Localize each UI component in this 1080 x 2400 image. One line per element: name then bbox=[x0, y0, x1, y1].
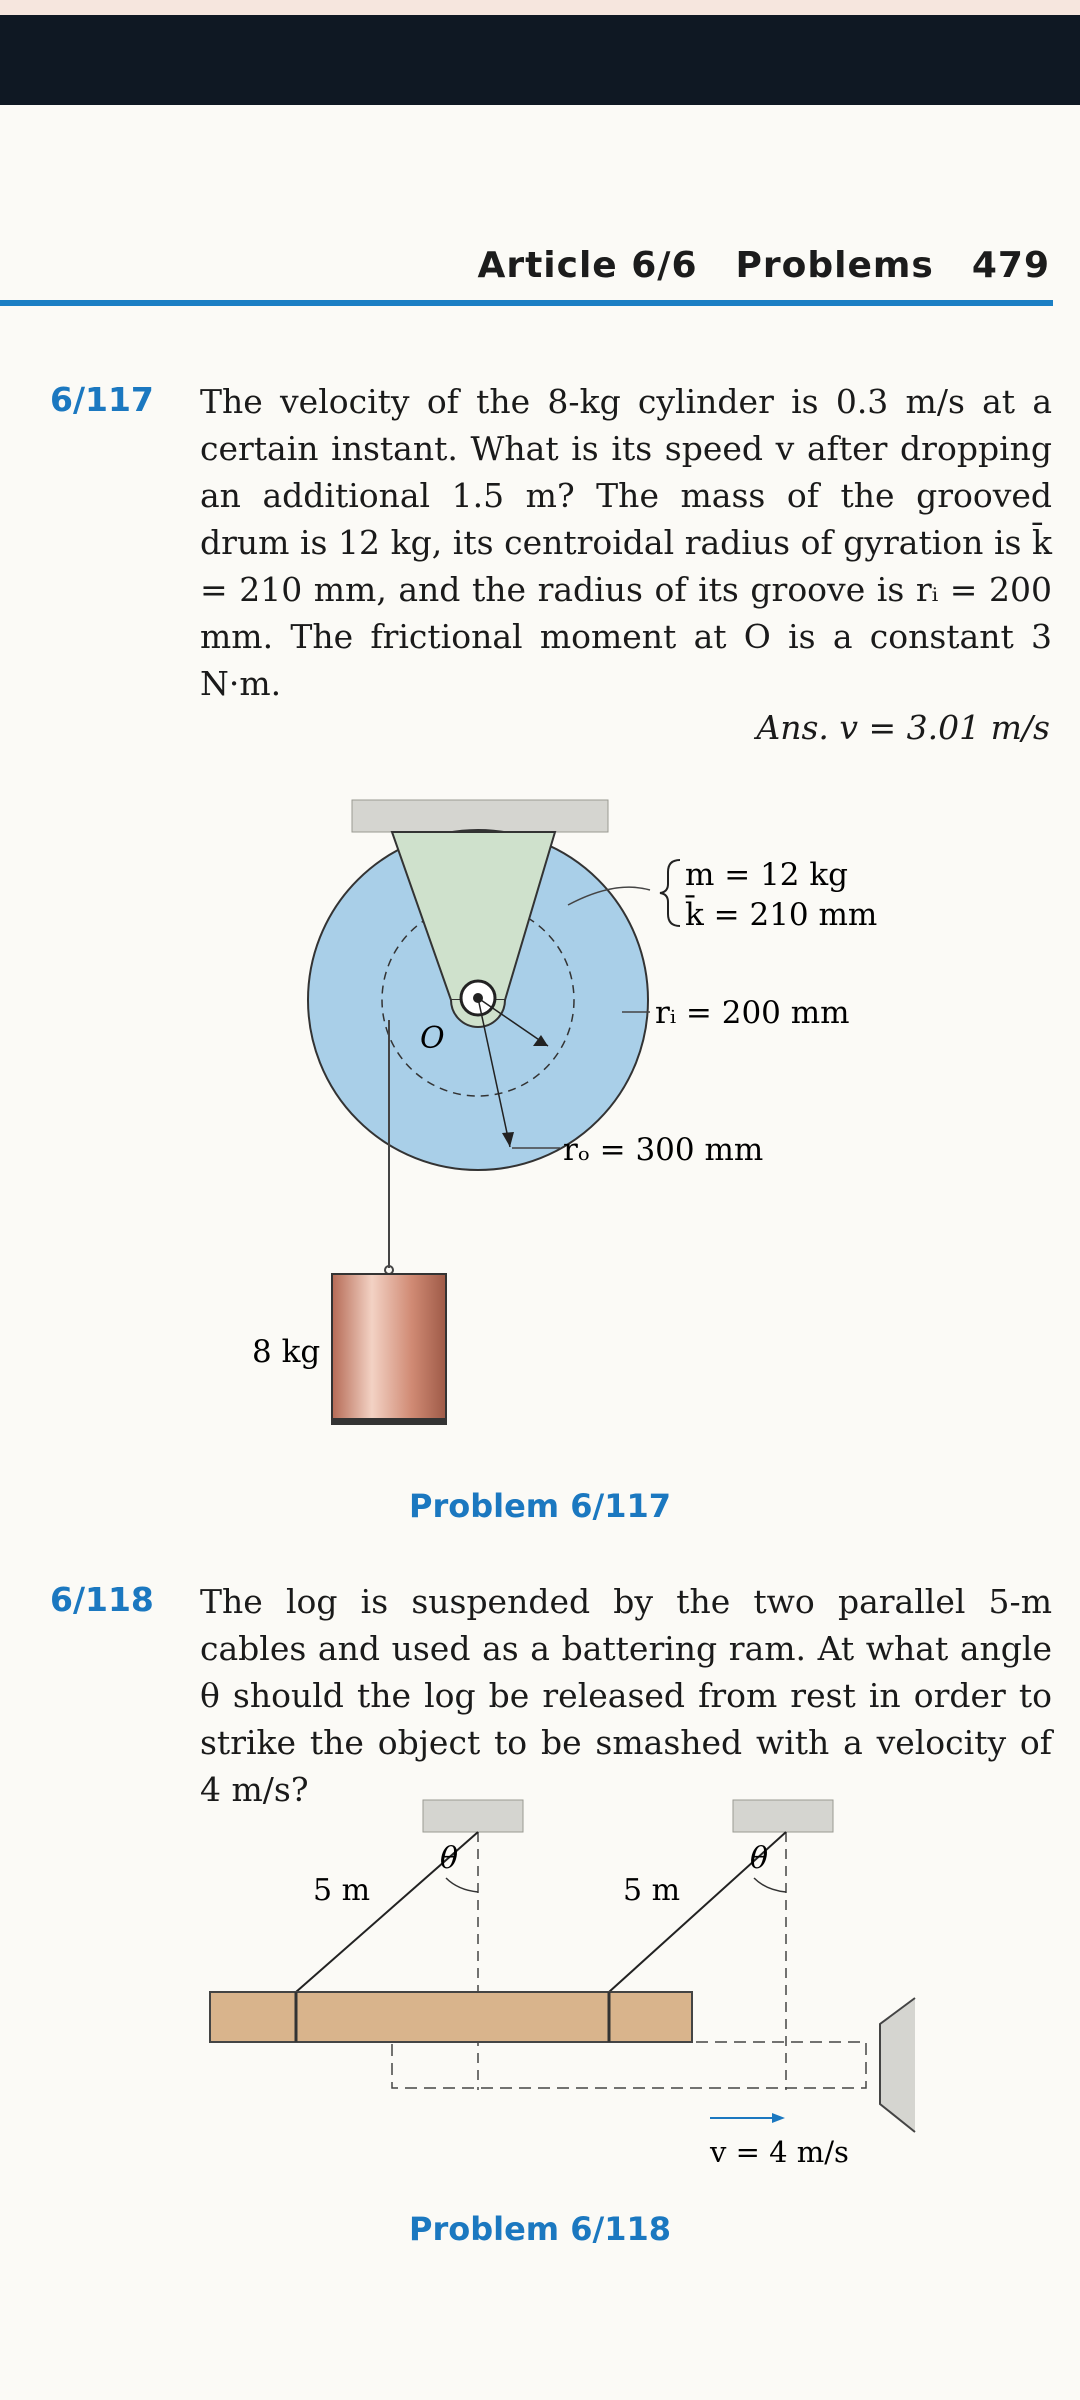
problem-text: The velocity of the 8-kg cylinder is 0.3 m/s at a certain instant. What is its speed v after dropping an additional 1.5 m? The mass of the grooved drum is 12 kg, its centroidal radius of gyration is k̄ = 210 mm, and the radius of its groove is rᵢ = 200 mm. The frictional moment at O is a constant 3 N·m. bbox=[200, 382, 1052, 703]
label-cable-left: 5 m bbox=[313, 1873, 371, 1908]
label-cable-right: 5 m bbox=[623, 1873, 681, 1908]
figure-caption: Problem 6/117 bbox=[408, 1487, 672, 1525]
cylinder-base bbox=[332, 1418, 446, 1424]
header-article: Article 6/6 bbox=[477, 245, 698, 286]
label-theta-right: θ bbox=[750, 1841, 769, 1876]
label-O: O bbox=[420, 1021, 445, 1056]
theta-arc-left bbox=[446, 1878, 478, 1892]
velocity-arrowhead bbox=[772, 2113, 785, 2123]
wall-target bbox=[880, 1998, 915, 2132]
problem-answer: Ans. v = 3.01 m/s bbox=[756, 708, 1050, 747]
label-ro: rₒ = 300 mm bbox=[563, 1132, 764, 1168]
ceiling-support bbox=[352, 800, 608, 832]
theta-arc-right bbox=[754, 1878, 786, 1892]
label-m: m = 12 kg bbox=[685, 857, 849, 893]
label-k: k̄ = 210 mm bbox=[685, 897, 878, 933]
figure-caption: Problem 6/118 bbox=[408, 2210, 672, 2248]
problem-text: The log is suspended by the two parallel 5-m cables and used as a battering ram. At what angle θ should the log be released from rest in order to strike the object to be smashed with a velocity of 4 m/s? bbox=[200, 1582, 1052, 1809]
label-theta-left: θ bbox=[440, 1841, 459, 1876]
figure-6-118 bbox=[0, 1780, 1080, 2240]
support-right bbox=[733, 1800, 833, 1832]
header-section: Problems bbox=[735, 245, 934, 286]
header-page-number: 479 bbox=[971, 245, 1050, 286]
brace bbox=[660, 860, 680, 926]
status-bar bbox=[0, 15, 1080, 105]
log-final-position bbox=[392, 2042, 866, 2088]
header-rule bbox=[0, 300, 1053, 306]
cylinder-mass bbox=[332, 1274, 446, 1424]
status-bar-edge bbox=[0, 0, 1080, 15]
figure-6-117 bbox=[0, 780, 1080, 1440]
problem-number: 6/118 bbox=[50, 1580, 154, 1619]
log bbox=[210, 1992, 692, 2042]
label-ri: rᵢ = 200 mm bbox=[655, 995, 850, 1031]
label-mass: 8 kg bbox=[252, 1334, 321, 1370]
page-header bbox=[477, 245, 1050, 286]
problem-number: 6/117 bbox=[50, 380, 154, 419]
support-left bbox=[423, 1800, 523, 1832]
label-velocity: v = 4 m/s bbox=[710, 2135, 849, 2169]
